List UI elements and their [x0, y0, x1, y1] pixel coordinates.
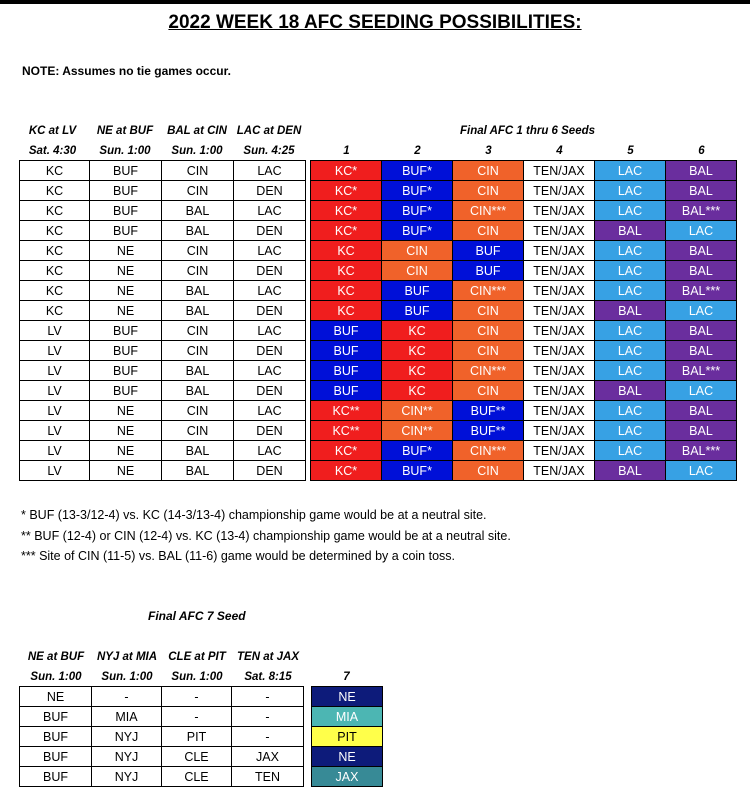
game-result-cell: BAL: [162, 361, 234, 381]
seed-cell: CIN: [453, 381, 524, 401]
seed7-cell: NE: [312, 687, 383, 707]
game-header-time: Sun. 1:00: [171, 145, 223, 157]
seed-cell: LAC: [666, 461, 737, 481]
seed-cell: CIN***: [453, 201, 524, 221]
note-text: NOTE: Assumes no tie games occur.: [22, 64, 231, 78]
game-header-matchup: NYJ at MIA: [96, 651, 158, 663]
game-result-cell: CIN: [162, 161, 234, 181]
seed-cell: TEN/JAX: [524, 461, 595, 481]
game-result-cell: DEN: [234, 341, 306, 361]
seed-cell: CIN: [382, 261, 453, 281]
game-result-cell: BUF: [90, 381, 162, 401]
seed-cell: TEN/JAX: [524, 181, 595, 201]
game-header-matchup: LAC at DEN: [236, 125, 302, 137]
seed-cell: LAC: [595, 441, 666, 461]
game-result-cell: BAL: [162, 381, 234, 401]
footnote: * BUF (13-3/12-4) vs. KC (14-3/13-4) championship game would be at a neutral site.: [21, 508, 487, 522]
seed-cell: BUF: [311, 381, 382, 401]
seed-cell: BAL***: [666, 281, 737, 301]
seed-cell: LAC: [666, 301, 737, 321]
game-result-cell: CIN: [162, 321, 234, 341]
game-header-matchup: KC at LV: [28, 125, 77, 137]
seed-cell: BAL***: [666, 361, 737, 381]
game-header-time: Sun. 1:00: [99, 145, 151, 157]
table-row: [20, 687, 383, 707]
table-row: [20, 161, 737, 181]
seed-cell: LAC: [595, 181, 666, 201]
game-result-cell: LAC: [234, 201, 306, 221]
game-result-cell: NYJ: [92, 747, 162, 767]
game-result-cell: CIN: [162, 401, 234, 421]
seed-cell: TEN/JAX: [524, 201, 595, 221]
table-row: [20, 181, 737, 201]
seed-cell: LAC: [666, 381, 737, 401]
table-row: [20, 221, 737, 241]
seed-cell: TEN/JAX: [524, 241, 595, 261]
game-result-cell: BUF: [20, 747, 92, 767]
game-result-cell: CLE: [162, 747, 232, 767]
game-result-cell: KC: [20, 161, 90, 181]
table-row: [20, 301, 737, 321]
game-result-cell: CIN: [162, 341, 234, 361]
game-result-cell: KC: [20, 201, 90, 221]
table-row: [20, 461, 737, 481]
game-result-cell: LV: [20, 381, 90, 401]
game-header-time: Sat. 8:15: [244, 671, 292, 683]
seed-cell: KC**: [311, 421, 382, 441]
game-result-cell: KC: [20, 301, 90, 321]
seed-cell: BAL: [666, 321, 737, 341]
seed-cell: KC*: [311, 161, 382, 181]
seed-cell: CIN: [453, 321, 524, 341]
seed-cell: BUF*: [382, 461, 453, 481]
seed-cell: BUF: [453, 261, 524, 281]
game-result-cell: NYJ: [92, 727, 162, 747]
seed-cell: KC: [311, 241, 382, 261]
seed-cell: LAC: [595, 261, 666, 281]
seed-cell: LAC: [595, 421, 666, 441]
seed-cell: CIN: [453, 301, 524, 321]
seed-cell: KC*: [311, 441, 382, 461]
seed-cell: CIN: [453, 161, 524, 181]
game-result-cell: BUF: [90, 221, 162, 241]
game-result-cell: BUF: [90, 161, 162, 181]
seed-header: 3: [485, 145, 492, 157]
game-header-time: Sat. 4:30: [28, 145, 77, 157]
game-result-cell: LAC: [234, 241, 306, 261]
seed-header: 5: [627, 145, 634, 157]
game-result-cell: BAL: [162, 221, 234, 241]
game-result-cell: CLE: [162, 767, 232, 787]
game-result-cell: LV: [20, 401, 90, 421]
game-header-time: Sun. 1:00: [171, 671, 223, 683]
game-result-cell: NE: [90, 301, 162, 321]
seed-cell: LAC: [666, 221, 737, 241]
game-header-time: Sun. 1:00: [101, 671, 153, 683]
game-header-matchup: NE at BUF: [96, 125, 154, 137]
game-header-time: Sun. 1:00: [30, 671, 82, 683]
game-result-cell: DEN: [234, 421, 306, 441]
seed-cell: KC: [382, 361, 453, 381]
game-result-cell: NE: [20, 687, 92, 707]
seed-cell: KC*: [311, 461, 382, 481]
seed-cell: KC: [311, 281, 382, 301]
game-result-cell: CIN: [162, 261, 234, 281]
game-result-cell: LV: [20, 341, 90, 361]
seed-cell: BAL: [595, 301, 666, 321]
game-result-cell: DEN: [234, 301, 306, 321]
seed-cell: LAC: [595, 241, 666, 261]
seed-cell: KC: [311, 261, 382, 281]
seed-cell: BUF*: [382, 221, 453, 241]
table-row: [20, 361, 737, 381]
seed-cell: BAL: [666, 401, 737, 421]
seed-cell: TEN/JAX: [524, 221, 595, 241]
seed-cell: TEN/JAX: [524, 321, 595, 341]
game-header-time: Sun. 4:25: [243, 145, 295, 157]
game-result-cell: BUF: [90, 201, 162, 221]
seed-cell: KC: [382, 321, 453, 341]
seed-cell: BUF: [382, 281, 453, 301]
seed-cell: TEN/JAX: [524, 161, 595, 181]
seed7-cell: JAX: [312, 767, 383, 787]
game-result-cell: NE: [90, 241, 162, 261]
seed-cell: TEN/JAX: [524, 341, 595, 361]
table-row: [20, 261, 737, 281]
game-result-cell: CIN: [162, 241, 234, 261]
game-result-cell: -: [162, 707, 232, 727]
seed-cell: BUF**: [453, 421, 524, 441]
seed-cell: BAL: [595, 381, 666, 401]
seed-cell: CIN: [453, 181, 524, 201]
seed-header: 2: [414, 145, 421, 157]
table-row: [20, 281, 737, 301]
seed-header: 4: [556, 145, 563, 157]
game-result-cell: BAL: [162, 301, 234, 321]
column-gap: [304, 707, 312, 727]
game-header-matchup: NE at BUF: [27, 651, 85, 663]
game-result-cell: KC: [20, 241, 90, 261]
game-result-cell: -: [232, 727, 304, 747]
seed-cell: KC*: [311, 221, 382, 241]
game-result-cell: NE: [90, 441, 162, 461]
seed7-cell: PIT: [312, 727, 383, 747]
seed-cell: LAC: [595, 321, 666, 341]
game-result-cell: -: [232, 707, 304, 727]
game-result-cell: BAL: [162, 461, 234, 481]
game-result-cell: CIN: [162, 421, 234, 441]
page-title: 2022 WEEK 18 AFC SEEDING POSSIBILITIES:: [168, 12, 582, 33]
game-result-cell: JAX: [232, 747, 304, 767]
column-gap: [304, 747, 312, 767]
seed-cell: LAC: [595, 361, 666, 381]
table-row: [20, 421, 737, 441]
game-result-cell: KC: [20, 221, 90, 241]
table-row: [20, 201, 737, 221]
seed-cell: LAC: [595, 341, 666, 361]
game-result-cell: -: [92, 687, 162, 707]
game-result-cell: LAC: [234, 161, 306, 181]
column-gap: [304, 767, 312, 787]
seed-cell: TEN/JAX: [524, 281, 595, 301]
table-row: [20, 747, 383, 767]
seed-cell: BUF*: [382, 201, 453, 221]
top-border: [0, 0, 750, 4]
game-result-cell: KC: [20, 261, 90, 281]
seed-cell: TEN/JAX: [524, 401, 595, 421]
game-result-cell: BAL: [162, 441, 234, 461]
game-header-matchup: BAL at CIN: [167, 125, 227, 137]
seed-cell: BAL: [666, 181, 737, 201]
game-result-cell: LV: [20, 421, 90, 441]
game-result-cell: KC: [20, 181, 90, 201]
table-row: [20, 381, 737, 401]
footnote: *** Site of CIN (11-5) vs. BAL (11-6) game would be determined by a coin toss.: [21, 549, 455, 563]
seed-cell: BUF*: [382, 181, 453, 201]
game-result-cell: NYJ: [92, 767, 162, 787]
seed7-cell: NE: [312, 747, 383, 767]
seed-cell: KC: [382, 341, 453, 361]
game-result-cell: BAL: [162, 281, 234, 301]
seed-cell: BAL: [595, 461, 666, 481]
seed-cell: BUF*: [382, 161, 453, 181]
game-result-cell: LAC: [234, 321, 306, 341]
seed-cell: BUF: [311, 341, 382, 361]
seed-cell: TEN/JAX: [524, 361, 595, 381]
game-result-cell: LV: [20, 361, 90, 381]
seed-cell: BUF: [453, 241, 524, 261]
game-header-matchup: TEN at JAX: [237, 651, 299, 663]
game-result-cell: KC: [20, 281, 90, 301]
seed-cell: BAL: [666, 421, 737, 441]
table-row: [20, 707, 383, 727]
game-result-cell: LV: [20, 441, 90, 461]
table-row: [20, 767, 383, 787]
section2-title: Final AFC 7 Seed: [148, 609, 246, 623]
game-result-cell: PIT: [162, 727, 232, 747]
seed-cell: CIN: [453, 461, 524, 481]
footnote: ** BUF (12-4) or CIN (12-4) vs. KC (13-4) championship game would be at a neutral site.: [21, 529, 511, 543]
seed-cell: CIN***: [453, 361, 524, 381]
seed-cell: LAC: [595, 401, 666, 421]
seed-cell: BUF: [382, 301, 453, 321]
game-result-cell: DEN: [234, 261, 306, 281]
seed-cell: BAL: [666, 161, 737, 181]
game-result-cell: LAC: [234, 401, 306, 421]
seed-cell: CIN**: [382, 401, 453, 421]
game-result-cell: LV: [20, 461, 90, 481]
seed-cell: KC**: [311, 401, 382, 421]
game-result-cell: BUF: [20, 767, 92, 787]
seed-cell: KC*: [311, 201, 382, 221]
table-row: [20, 441, 737, 461]
seed-cell: KC: [311, 301, 382, 321]
seed-header: 6: [698, 145, 705, 157]
seed-cell: CIN: [382, 241, 453, 261]
game-result-cell: LAC: [234, 441, 306, 461]
game-result-cell: BUF: [90, 181, 162, 201]
seed-header: 1: [343, 145, 350, 157]
seed-cell: TEN/JAX: [524, 301, 595, 321]
seed-cell: BAL: [666, 261, 737, 281]
seed-cell: CIN: [453, 341, 524, 361]
seed-cell: BUF**: [453, 401, 524, 421]
seed-cell: BUF: [311, 321, 382, 341]
seed-cell: BAL***: [666, 201, 737, 221]
column-gap: [304, 687, 312, 707]
seed-cell: LAC: [595, 281, 666, 301]
seed-cell: BAL: [666, 341, 737, 361]
game-result-cell: LAC: [234, 281, 306, 301]
seed7-cell: MIA: [312, 707, 383, 727]
seed-cell: TEN/JAX: [524, 261, 595, 281]
seed-cell: CIN***: [453, 441, 524, 461]
game-result-cell: BUF: [20, 727, 92, 747]
table-row: [20, 727, 383, 747]
seed-cell: TEN/JAX: [524, 441, 595, 461]
seed-cell: LAC: [595, 201, 666, 221]
seed-cell: LAC: [595, 161, 666, 181]
game-result-cell: DEN: [234, 181, 306, 201]
game-result-cell: NE: [90, 261, 162, 281]
seed-title: Final AFC 1 thru 6 Seeds: [459, 125, 596, 137]
seed-cell: BUF: [311, 361, 382, 381]
table-row: [20, 321, 737, 341]
table-row: [20, 401, 737, 421]
game-result-cell: -: [232, 687, 304, 707]
game-header-matchup: CLE at PIT: [168, 651, 226, 663]
game-result-cell: NE: [90, 401, 162, 421]
game-result-cell: NE: [90, 281, 162, 301]
seed-cell: KC*: [311, 181, 382, 201]
game-result-cell: NE: [90, 421, 162, 441]
seed-cell: TEN/JAX: [524, 381, 595, 401]
seed7-table: [19, 686, 383, 787]
game-result-cell: BUF: [20, 707, 92, 727]
game-result-cell: BUF: [90, 341, 162, 361]
seed-cell: CIN***: [453, 281, 524, 301]
table-row: [20, 241, 737, 261]
seed-cell: BUF*: [382, 441, 453, 461]
seed-cell: KC: [382, 381, 453, 401]
seed7-header: 7: [343, 671, 350, 683]
game-result-cell: MIA: [92, 707, 162, 727]
game-result-cell: LV: [20, 321, 90, 341]
seed-cell: TEN/JAX: [524, 421, 595, 441]
game-result-cell: CIN: [162, 181, 234, 201]
table-row: [20, 341, 737, 361]
game-result-cell: BUF: [90, 361, 162, 381]
seed-cell: CIN**: [382, 421, 453, 441]
seed-cell: BAL: [595, 221, 666, 241]
game-result-cell: LAC: [234, 361, 306, 381]
game-result-cell: -: [162, 687, 232, 707]
seed-cell: BAL: [666, 241, 737, 261]
game-result-cell: BAL: [162, 201, 234, 221]
game-result-cell: DEN: [234, 221, 306, 241]
game-result-cell: NE: [90, 461, 162, 481]
seed-cell: BAL***: [666, 441, 737, 461]
seed-cell: CIN: [453, 221, 524, 241]
game-result-cell: DEN: [234, 461, 306, 481]
scenario-table: [19, 160, 737, 481]
game-result-cell: DEN: [234, 381, 306, 401]
column-gap: [304, 727, 312, 747]
game-result-cell: TEN: [232, 767, 304, 787]
game-result-cell: BUF: [90, 321, 162, 341]
